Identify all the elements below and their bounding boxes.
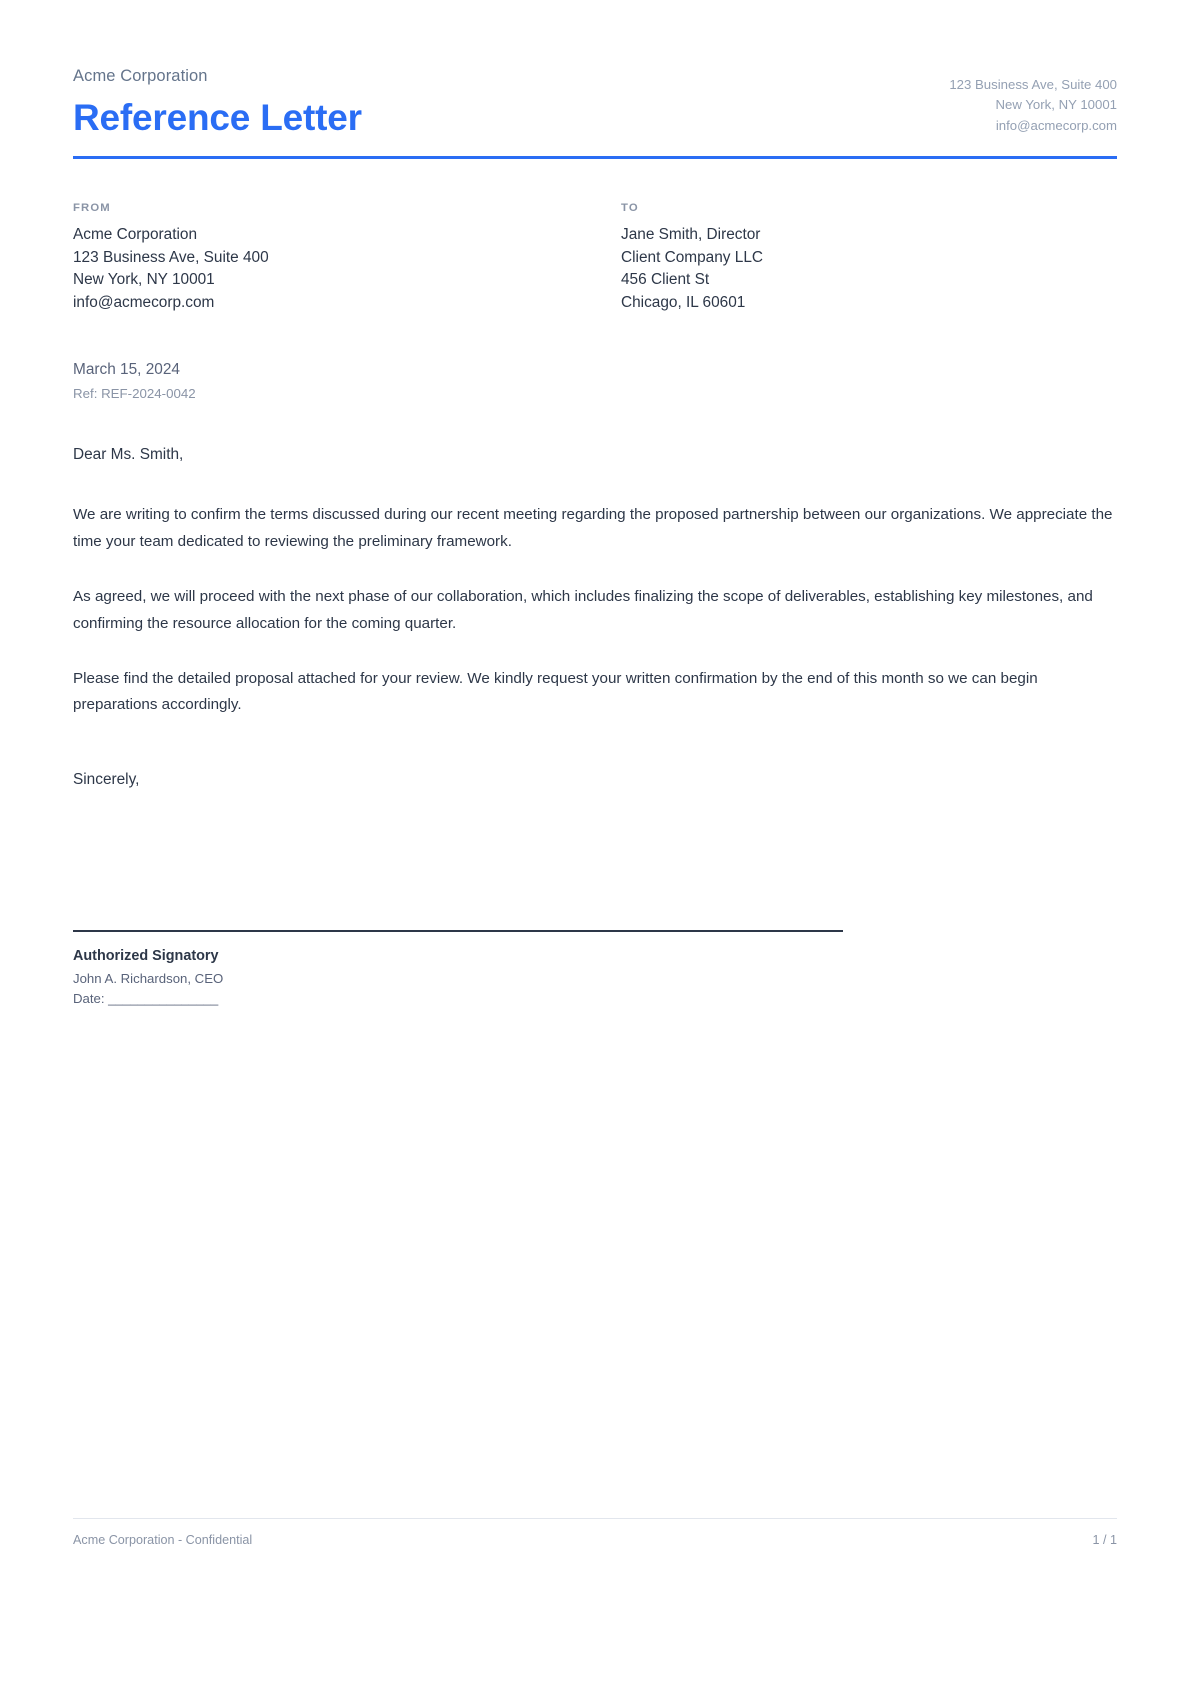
parties-section bbox=[73, 202, 1117, 315]
reference-number: Ref: REF-2024-0042 bbox=[73, 385, 196, 401]
body-paragraph: We are writing to confirm the terms discussed during our recent meeting regarding the proposed partnership between our organizations. We appreciate the time your team dedicated to reviewing the preliminary framework. bbox=[73, 505, 1113, 550]
footer-divider bbox=[73, 1518, 1117, 1519]
signature-date-field: Date: _______________ bbox=[73, 991, 219, 1007]
footer-confidentiality: Acme Corporation - Confidential bbox=[73, 1533, 253, 1547]
letter-date: March 15, 2024 bbox=[73, 360, 180, 378]
to-line: Jane Smith, Director bbox=[621, 226, 761, 244]
from-block bbox=[73, 202, 595, 315]
body-paragraph: Please find the detailed proposal attached for your review. We kindly request your written confirmation by the end of this month so we can begin preparations accordingly. bbox=[73, 669, 1038, 714]
page-title: Reference Letter bbox=[73, 97, 362, 139]
salutation: Dear Ms. Smith, bbox=[73, 445, 184, 463]
letter-body bbox=[73, 502, 1117, 719]
signatory-title: Authorized Signatory bbox=[73, 948, 219, 964]
page-number: 1 / 1 bbox=[1092, 1533, 1117, 1547]
closing-line: Sincerely, bbox=[73, 771, 140, 789]
from-label: FROM bbox=[73, 202, 111, 215]
signatory-name: John A. Richardson, CEO bbox=[73, 971, 224, 987]
to-block bbox=[595, 202, 1117, 315]
from-line: Acme Corporation bbox=[73, 226, 198, 244]
letter-meta bbox=[73, 359, 1117, 404]
letterhead bbox=[73, 0, 1117, 140]
letterhead-identity bbox=[73, 66, 362, 140]
to-line: 456 Client St bbox=[621, 271, 710, 289]
signature-block bbox=[73, 930, 843, 1008]
to-line: Chicago, IL 60601 bbox=[621, 294, 746, 312]
header-divider bbox=[73, 156, 1117, 159]
page-footer bbox=[73, 1518, 1117, 1547]
to-line: Client Company LLC bbox=[621, 248, 764, 266]
contact-address-line: 123 Business Ave, Suite 400 bbox=[949, 77, 1117, 92]
contact-city-line: New York, NY 10001 bbox=[995, 97, 1117, 113]
body-paragraph: As agreed, we will proceed with the next phase of our collaboration, which includes finalizing the scope of deliverables, establishing key milestones, and confirming the resource allocation for the coming quarter. bbox=[73, 587, 1093, 632]
to-label: TO bbox=[621, 202, 639, 215]
from-line: 123 Business Ave, Suite 400 bbox=[73, 248, 269, 266]
footer-row bbox=[73, 1533, 1117, 1547]
contact-email: info@acmecorp.com bbox=[995, 117, 1117, 133]
company-name: Acme Corporation bbox=[73, 67, 208, 85]
letterhead-contact bbox=[949, 66, 1117, 136]
signature-line bbox=[73, 930, 843, 932]
from-line: info@acmecorp.com bbox=[73, 294, 215, 312]
from-line: New York, NY 10001 bbox=[73, 271, 215, 289]
